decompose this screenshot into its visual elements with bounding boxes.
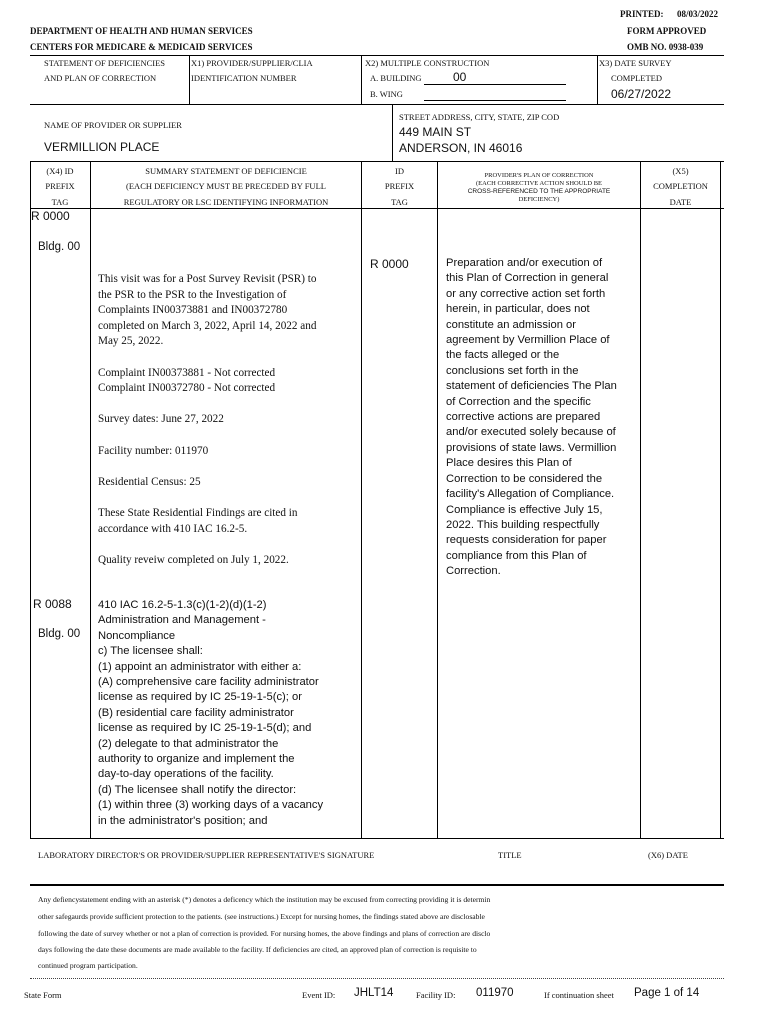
state-form-label: State Form: [24, 990, 62, 1000]
summary-header-3: REGULATORY OR LSC IDENTIFYING INFORMATION: [123, 197, 329, 207]
centers-title: CENTERS FOR MEDICARE & MEDICAID SERVICES: [30, 42, 253, 52]
x4-header-3: TAG: [51, 197, 69, 207]
x6-date-label: (X6) DATE: [648, 850, 688, 860]
statement-label-1: STATEMENT OF DEFICIENCIES: [44, 58, 166, 68]
summary-header-1: SUMMARY STATEMENT OF DEFICIENCIE: [145, 166, 307, 176]
r0088-bldg: Bldg. 00: [38, 628, 81, 640]
r0000-tag: R 0000: [31, 209, 70, 223]
provider-name: VERMILLION PLACE: [44, 140, 160, 154]
r0088-tag: R 0088: [33, 597, 72, 611]
col-divider-3: [437, 161, 438, 838]
header-divider-2: [361, 55, 362, 104]
statement-label-2: AND PLAN OF CORRECTION: [44, 73, 157, 83]
table-right-edge: [720, 161, 721, 838]
building-value: 00: [453, 70, 467, 84]
building-underline: [424, 84, 566, 85]
form-approved: FORM APPROVED: [627, 26, 707, 36]
r0088-summary: 410 IAC 16.2-5-1.3(c)(1-2)(d)(1-2) Administration and Management - Noncompliance c) The licensee shall: (1) appoint an administrator with either a: (A) comprehensive care facility administrator license as required by IC 25-19-1-5(c); or (B) residential care facility administrator license as required by IC 25-19-1-5(d); and (2) delegate to that administrator the authority to organize and implement the day-to-day operations of the facility. (d) The licensee shall notify the director: (1) within three (3) working days of a vacancy in the administrator's position; and: [98, 599, 324, 827]
provider-name-label: NAME OF PROVIDER OR SUPPLIER: [44, 120, 182, 130]
col-divider-1: [90, 161, 91, 838]
department-title: DEPARTMENT OF HEALTH AND HUMAN SERVICES: [30, 26, 253, 36]
x2-label: X2) MULTIPLE CONSTRUCTION: [365, 58, 490, 68]
header-divider-3: [597, 55, 598, 104]
omb-number: OMB NO. 0938-039: [627, 42, 704, 52]
id-header-3: TAG: [391, 197, 408, 207]
title-label: TITLE: [498, 850, 522, 860]
summary-header-2: (EACH DEFICIENCY MUST BE PRECEDED BY FULL: [126, 181, 326, 191]
x5-header-2: COMPLETION: [653, 181, 708, 191]
r0000-id-tag: R 0000: [370, 257, 409, 271]
x3-label-1: X3) DATE SURVEY: [599, 58, 672, 68]
address-line-2: ANDERSON, IN 46016: [399, 141, 523, 155]
disclaimer-line-4: days following the date these documents are made available to the facility. If deficiencies are cited, an approved plan of correction is requisite to: [38, 945, 477, 954]
table-left-edge: [30, 161, 31, 838]
x5-header-1: (X5): [672, 166, 689, 176]
signature-bottom-rule: [30, 884, 724, 886]
header-bottom-rule: [30, 161, 724, 162]
director-signature-label: LABORATORY DIRECTOR'S OR PROVIDER/SUPPLIER REPRESENTATIVE'S SIGNATURE: [38, 850, 375, 860]
survey-completed-date: 06/27/2022: [611, 87, 672, 101]
r0000-bldg: Bldg. 00: [38, 241, 81, 253]
id-header-1: ID: [395, 166, 404, 176]
printed-date: 08/03/2022: [677, 9, 719, 19]
printed-label: PRINTED:: [620, 9, 664, 19]
col-divider-4: [640, 161, 641, 838]
building-label: A. BUILDING: [370, 73, 422, 83]
page-number: Page 1 of 14: [634, 987, 700, 999]
col-divider-2: [361, 161, 362, 838]
r0000-plan: Preparation and/or execution of this Plan of Correction in general or any corrective action set forth herein, in particular, does not constitute an admission or agreement by Vermillion Place of the facts alleged or the conclusions set forth in the statement of deficiencies The Plan of Correction and the specific corrective actions are prepared and/or executed solely because of provisions of state laws. Vermillion Place desires this Plan of Correction to be considered the facility's Allegation of Compliance. Compliance is effective July 15, 2022. This building respectfully requests consideration for paper compliance from this Plan of Correction.: [446, 257, 617, 578]
event-id-label: Event ID:: [302, 990, 336, 1000]
plan-header-3: CROSS-REFERENCED TO THE APPROPRIATE: [467, 188, 611, 195]
x1-label-2: IDENTIFICATION NUMBER: [191, 73, 297, 83]
wing-label: B. WING: [370, 89, 403, 99]
x3-label-2: COMPLETED: [611, 73, 662, 83]
disclaimer-line-5: continued program participation.: [38, 961, 138, 970]
header-mid-rule: [30, 104, 724, 105]
disclaimer-line-1: Any defiencystatement ending with an asterisk (*) denotes a deficency which the institution may be excused from correcting providing it is determin: [38, 895, 491, 904]
x5-header-3: DATE: [669, 197, 692, 207]
event-id-value: JHLT14: [354, 987, 394, 999]
facility-id-label: Facility ID:: [416, 990, 456, 1000]
x1-label-1: X1) PROVIDER/SUPPLIER/CLIA: [191, 58, 313, 68]
x4-header-2: PREFIX: [45, 181, 75, 191]
plan-header-1: PROVIDER'S PLAN OF CORRECTION: [484, 172, 594, 179]
plan-header-2: (EACH CORRECTIVE ACTION SHOULD BE: [475, 180, 603, 187]
continuation-sheet-label: If continuation sheet: [544, 990, 614, 1000]
address-label: STREET ADDRESS, CITY, STATE, ZIP COD: [399, 112, 560, 122]
r0000-summary: This visit was for a Post Survey Revisit (PSR) to the PSR to the PSR to the Investigation of Complaints IN00373881 and IN00372780 completed on March 3, 2022, April 14, 2022 and May 25, 2022. Complaint IN00373881 - Not corrected Complaint IN00372780 - Not corrected Survey dates: June 27, 2022 Facility number: 011970 Residential Census: 25 These State Residential Findings are cited in accordance with 410 IAC 16.2-5. Quality reveiw completed on July 1, 2022.: [98, 273, 317, 566]
disclaimer-line-3: following the date of survey whether or not a plan of correction is provided. For nursing homes, the above findings and plans of correction are disclo: [38, 929, 491, 938]
disclaimer-line-2: other safegaurds provide sufficient protection to the patients. (see instructions.) Except for nursing homes, the findings stated above are disclosable: [38, 912, 485, 921]
header-top-rule: [30, 55, 724, 56]
x4-header-1: (X4) ID: [46, 166, 74, 176]
header-divider-4: [392, 104, 393, 161]
wing-underline: [424, 100, 566, 101]
header-divider-1: [189, 55, 190, 104]
facility-id-value: 011970: [476, 987, 514, 999]
column-header-rule: [30, 208, 724, 209]
id-header-2: PREFIX: [384, 181, 415, 191]
address-line-1: 449 MAIN ST: [399, 125, 472, 139]
disclaimer-bottom-rule: [30, 978, 724, 979]
table-bottom-rule: [30, 838, 724, 839]
plan-header-4: DEFICIENCY): [518, 196, 560, 203]
